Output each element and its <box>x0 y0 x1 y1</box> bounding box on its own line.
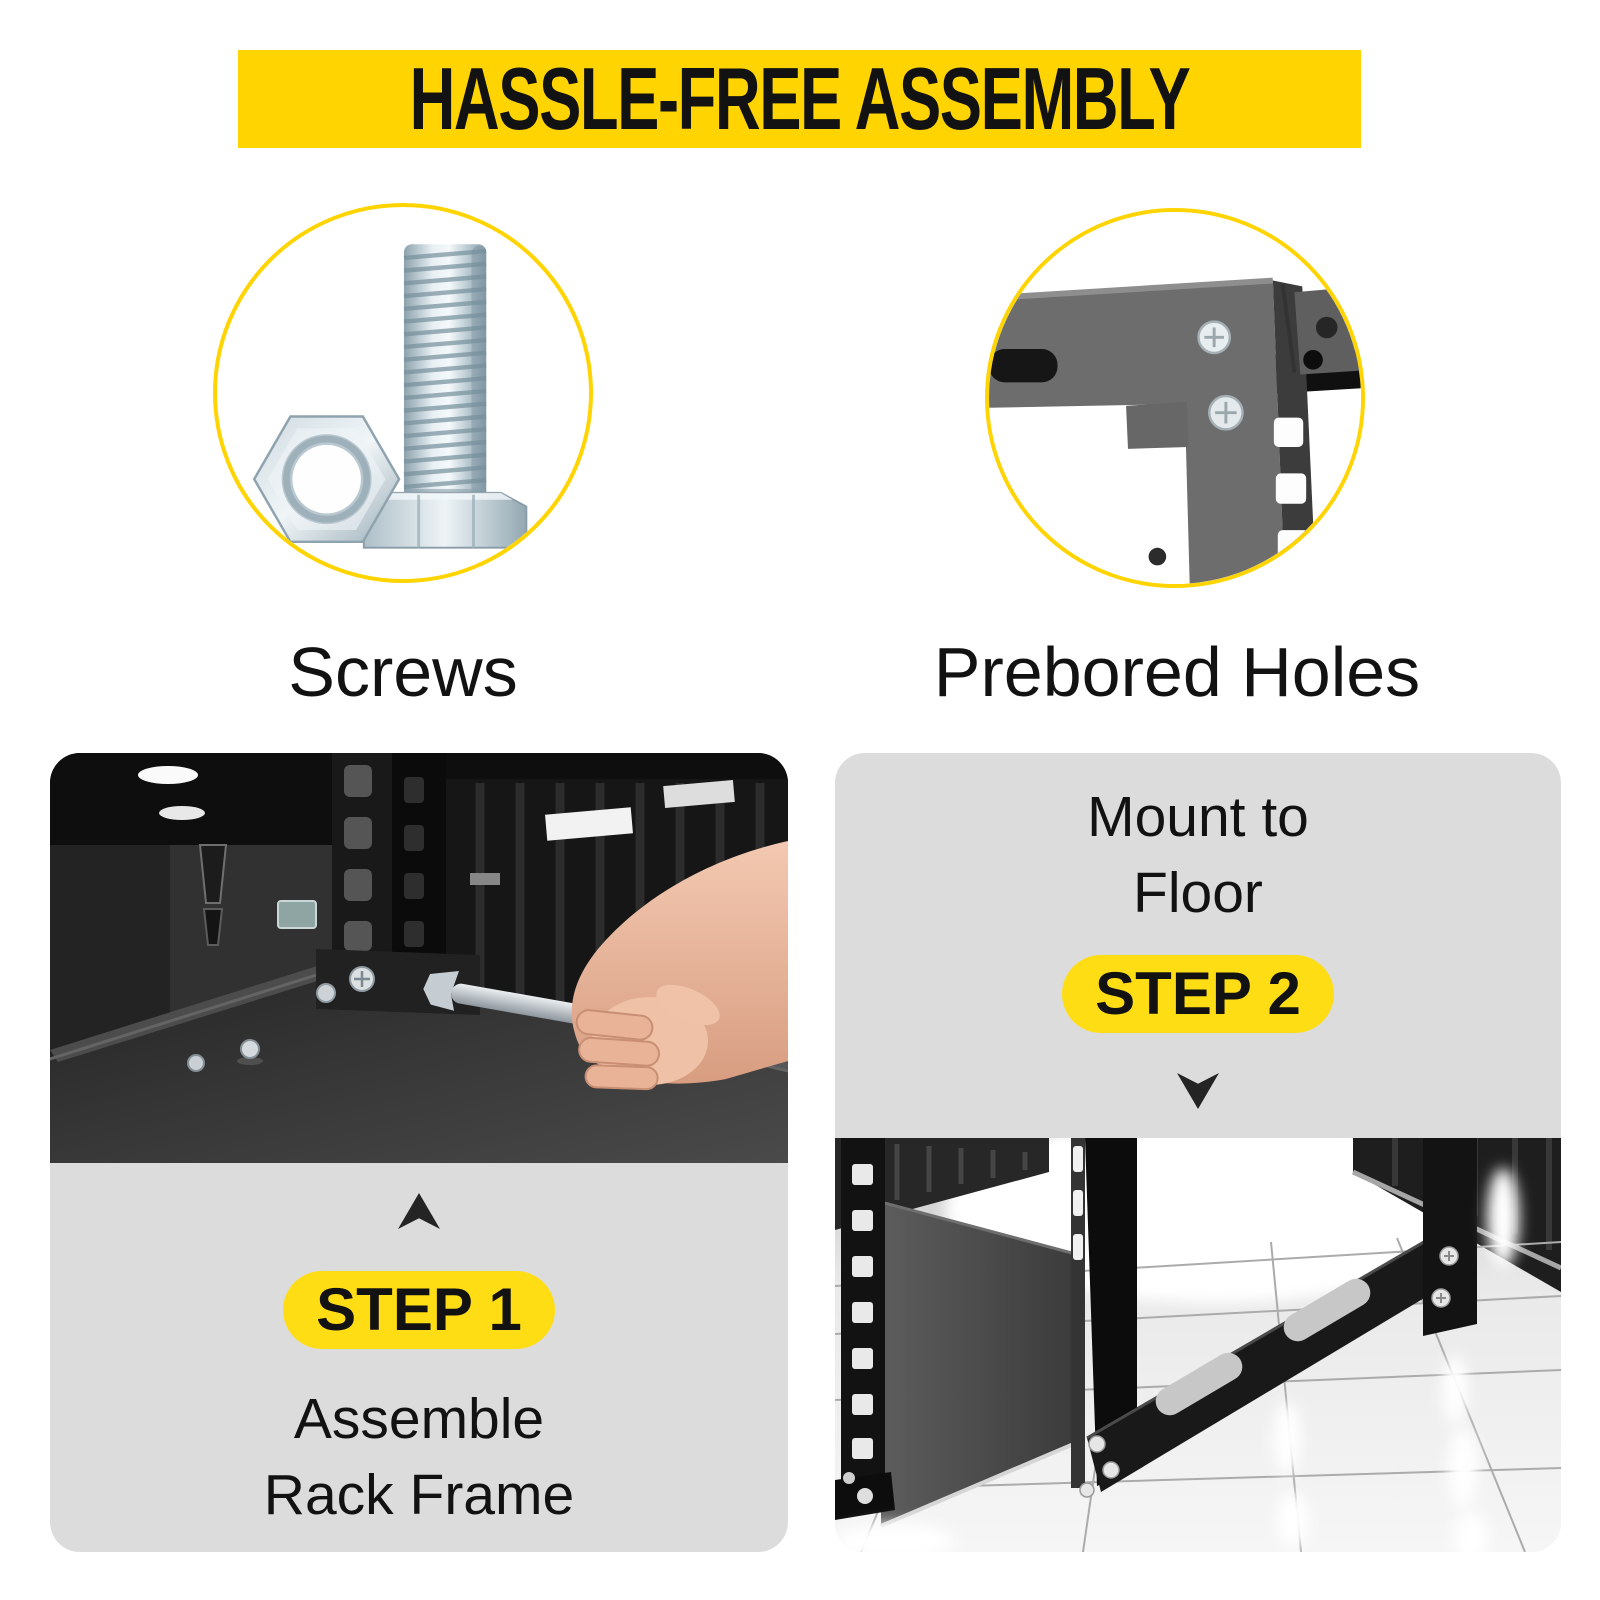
step1-panel <box>50 753 788 1552</box>
rack-on-tiled-floor-photo <box>835 1138 1561 1552</box>
step2-caption-line2: Floor <box>1133 861 1263 925</box>
step2-badge: STEP 2 <box>1062 955 1334 1033</box>
step2-caption-line1: Mount to <box>1087 785 1309 849</box>
feature-label-screws: Screws <box>288 633 518 711</box>
feature-circle-screws <box>213 203 593 583</box>
step1-caption-line2: Rack Frame <box>263 1463 575 1527</box>
step2-panel <box>835 753 1561 1552</box>
arrow-down-icon <box>1177 1073 1219 1109</box>
arrow-up-icon <box>398 1193 440 1229</box>
step2-content <box>835 753 1561 1138</box>
step1-badge: STEP 1 <box>283 1271 555 1349</box>
step2-caption <box>1087 779 1309 931</box>
feature-circle-prebored-holes <box>985 208 1365 588</box>
step1-caption <box>264 1381 574 1533</box>
bolt-and-nut-icon <box>217 207 589 579</box>
step1-content <box>50 1163 788 1533</box>
assembly-banner <box>238 50 1361 148</box>
feature-label-prebored-holes: Prebored Holes <box>933 633 1421 711</box>
rack-corner-icon <box>989 212 1361 584</box>
step1-caption-line1: Assemble <box>293 1387 545 1451</box>
banner-title: HASSLE-FREE ASSEMBLY <box>409 49 1190 148</box>
assembling-rack-frame-photo <box>50 753 788 1163</box>
